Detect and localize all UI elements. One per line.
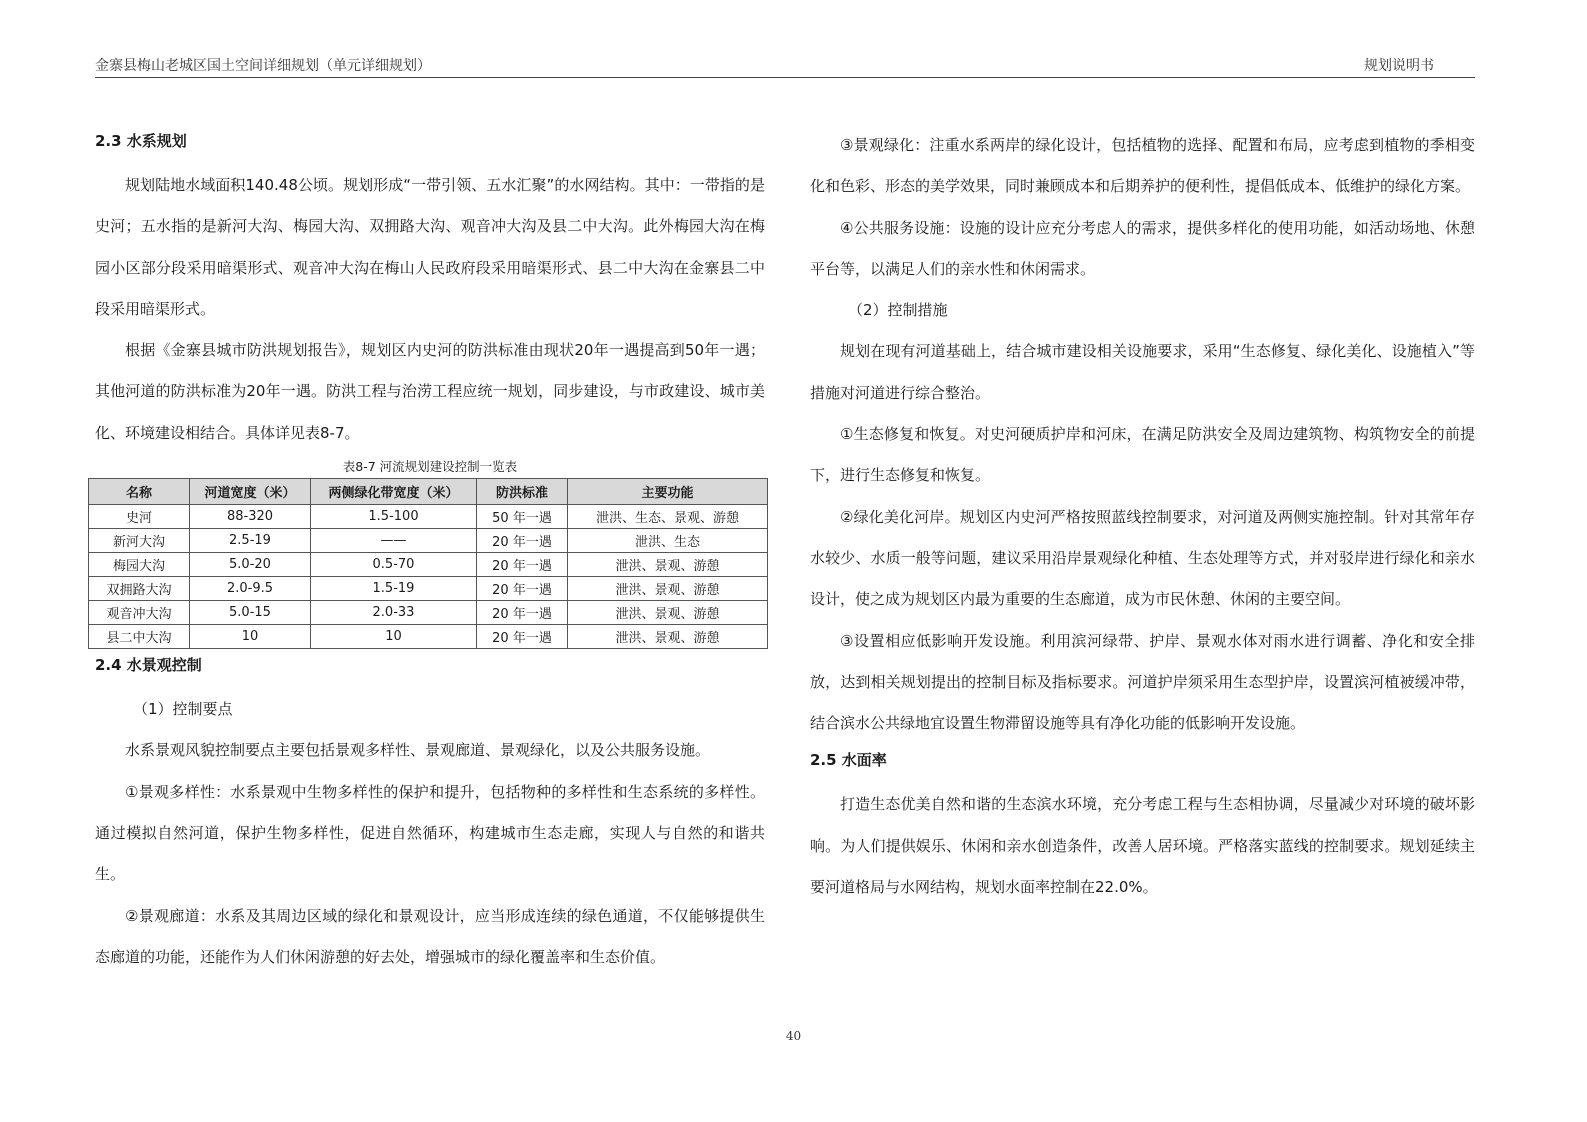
left-column — [95, 125, 765, 978]
table-cell: 泄洪、生态、景观、游憩 — [568, 505, 768, 529]
page-header-doc-type: 规划说明书 — [1364, 58, 1434, 74]
section-2-4-paragraph-1: 水系景观风貌控制要点主要包括景观多样性、景观廊道、景观绿化，以及公共服务设施。 — [125, 741, 711, 760]
table-cell: 2.5-19 — [190, 529, 311, 553]
table-cell: 双拥路大沟 — [89, 577, 190, 601]
table-cell: 泄洪、景观、游憩 — [568, 553, 768, 577]
section-2-4-paragraph-3: ②景观廊道：水系及其周边区域的绿化和景观设计，应当形成连续的绿色通道，不仅能够提供生态廊道的功能，还能作为人们休闲游憩的好去处，增强城市的绿化覆盖率和生态价值。 — [95, 906, 765, 966]
table-header-cell: 河道宽度（米） — [190, 479, 311, 505]
riverbank-greening-paragraph: ②绿化美化河岸。规划区内史河严格按照蓝线控制要求，对河道及两侧实施控制。针对其常年存水较少、水质一般等问题，建议采用沿岸景观绿化种植、生态处理等方式，并对驳岸进行绿化和亲水设计，使之成为规划区内最为重要的生态廊道，成为市民休憩、休闲的主要空间。 — [810, 507, 1475, 609]
table-cell: 20 年一遇 — [477, 553, 568, 577]
table-cell: 新河大沟 — [89, 529, 190, 553]
table-cell: 观音冲大沟 — [89, 601, 190, 625]
control-measures-paragraph: 规划在现有河道基础上，结合城市建设相关设施要求，采用“生态修复、绿化美化、设施植入”等措施对河道进行综合整治。 — [810, 342, 1475, 402]
table-cell: 20 年一遇 — [477, 529, 568, 553]
header-divider — [95, 77, 1475, 78]
low-impact-development-paragraph: ③设置相应低影响开发设施。利用滨河绿带、护岸、景观水体对雨水进行调蓄、净化和安全排放，达到相关规划提出的控制目标及指标要求。河道护岸须采用生态型护岸，设置滨河植被缓冲带，结合滨水公共绿地宜设置生物滞留设施等具有净化功能的低影响开发设施。 — [810, 631, 1475, 733]
section-2-5-heading: 2.5 水面率 — [810, 751, 887, 770]
table-cell: 5.0-20 — [190, 553, 311, 577]
table-cell: 5.0-15 — [190, 601, 311, 625]
table-cell: 泄洪、景观、游憩 — [568, 577, 768, 601]
water-surface-rate-paragraph: 打造生态优美自然和谐的生态滨水环境，充分考虑工程与生态相协调，尽量减少对环境的破坏影响。为人们提供娱乐、休闲和亲水创造条件，改善人居环境。严格落实蓝线的控制要求。规划延续主要河道格局与水网结构，规划水面率控制在22.0%。 — [810, 795, 1475, 897]
section-2-4-subheading-1: （1）控制要点 — [133, 700, 233, 719]
table-cell: 0.5-70 — [311, 553, 477, 577]
landscape-greening-paragraph: ③景观绿化：注重水系两岸的绿化设计，包括植物的选择、配置和布局，应考虑到植物的季相变化和色彩、形态的美学效果，同时兼顾成本和后期养护的便利性，提倡低成本、低维护的绿化方案。 — [810, 136, 1475, 196]
table-row — [89, 529, 768, 553]
page-header-title: 金寨县梅山老城区国土空间详细规划（单元详细规划） — [95, 58, 431, 74]
right-column — [810, 125, 1475, 908]
table-cell: 泄洪、景观、游憩 — [568, 601, 768, 625]
table-cell: 史河 — [89, 505, 190, 529]
section-2-4-heading: 2.4 水景观控制 — [95, 656, 202, 675]
table-row — [89, 625, 768, 649]
table-cell: 泄洪、景观、游憩 — [568, 625, 768, 649]
section-2-4-subheading-2: （2）控制措施 — [848, 301, 948, 320]
table-cell: 2.0-9.5 — [190, 577, 311, 601]
table-row — [89, 601, 768, 625]
table-cell: 10 — [190, 625, 311, 649]
table-cell: —— — [311, 529, 477, 553]
table-cell: 20 年一遇 — [477, 625, 568, 649]
section-2-4-paragraph-2: ①景观多样性：水系景观中生物多样性的保护和提升，包括物种的多样性和生态系统的多样性。通过模拟自然河道，保护生物多样性，促进自然循环，构建城市生态走廊，实现人与自然的和谐共生。 — [95, 782, 765, 884]
river-control-table — [88, 478, 768, 649]
table-caption: 表8-7 河流规划建设控制一览表 — [342, 459, 518, 475]
table-cell: 2.0-33 — [311, 601, 477, 625]
table-cell: 梅园大沟 — [89, 553, 190, 577]
table-header-row — [89, 479, 768, 505]
table-cell: 20 年一遇 — [477, 601, 568, 625]
table-cell: 泄洪、生态 — [568, 529, 768, 553]
table-cell: 10 — [311, 625, 477, 649]
page-number: 40 — [785, 1029, 802, 1043]
table-cell: 1.5-100 — [311, 505, 477, 529]
table-cell: 50 年一遇 — [477, 505, 568, 529]
section-2-3-paragraph-2: 根据《金寨县城市防洪规划报告》，规划区内史河的防洪标准由现状20年一遇提高到50年一遇；其他河道的防洪标准为20年一遇。防洪工程与治涝工程应统一规划，同步建设，与市政建设、城市美化、环境建设相结合。具体详见表8-7。 — [95, 341, 765, 442]
table-row — [89, 505, 768, 529]
table-cell: 县二中大沟 — [89, 625, 190, 649]
section-2-3-heading: 2.3 水系规划 — [95, 132, 187, 150]
table-row — [89, 553, 768, 577]
section-2-3-paragraph-1: 规划陆地水域面积140.48公顷。规划形成“一带引领、五水汇聚”的水网结构。其中：一带指的是史河；五水指的是新河大沟、梅园大沟、双拥路大沟、观音冲大沟及县二中大沟。此外梅园大沟在梅园小区部分段采用暗渠形式、观音冲大沟在梅山人民政府段采用暗渠形式、县二中大沟在金寨县二中段采用暗渠形式。 — [95, 176, 765, 318]
public-facilities-paragraph: ④公共服务设施：设施的设计应充分考虑人的需求，提供多样化的使用功能，如活动场地、休憩平台等，以满足人们的亲水性和休闲需求。 — [810, 218, 1475, 278]
table-row — [89, 577, 768, 601]
ecological-restoration-paragraph: ①生态修复和恢复。对史河硬质护岸和河床，在满足防洪安全及周边建筑物、构筑物安全的前提下，进行生态修复和恢复。 — [810, 425, 1475, 485]
table-cell: 20 年一遇 — [477, 577, 568, 601]
table-cell: 1.5-19 — [311, 577, 477, 601]
table-header-cell: 两侧绿化带宽度（米） — [311, 479, 477, 505]
table-header-cell: 主要功能 — [568, 479, 768, 505]
table-header-cell: 名称 — [89, 479, 190, 505]
table-cell: 88-320 — [190, 505, 311, 529]
table-header-cell: 防洪标准 — [477, 479, 568, 505]
